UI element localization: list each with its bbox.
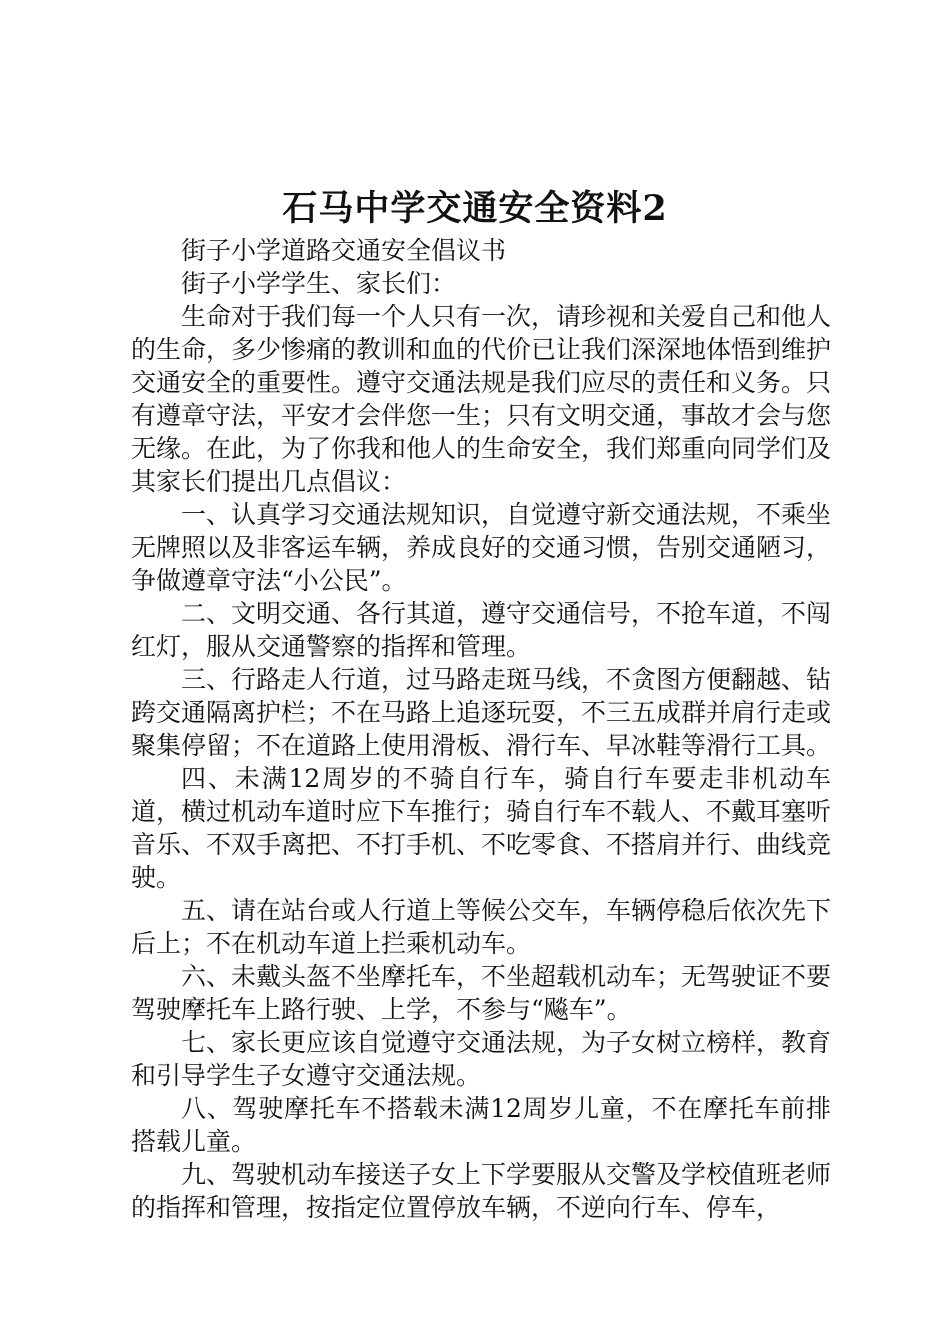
- proposal-item-6: 六、未戴头盔不坐摩托车，不坐超载机动车；无驾驶证不要驾驶摩托车上路行驶、上学，不参与“飚车”。: [131, 962, 832, 1024]
- proposal-item-2: 二、文明交通、各行其道，遵守交通信号，不抢车道，不闯红灯，服从交通警察的指挥和管理。: [131, 599, 832, 661]
- intro-paragraph: 生命对于我们每一个人只有一次，请珍视和关爱自己和他人的生命，多少惨痛的教训和血的代价已让我们深深地体悟到维护交通安全的重要性。遵守交通法规是我们应尽的责任和义务。只有遵章守法，平安才会伴您一生；只有文明交通，事故才会与您无缘。在此，为了你我和他人的生命安全，我们郑重向同学们及其家长们提出几点倡议：: [131, 302, 832, 496]
- proposal-item-9: 九、驾驶机动车接送子女上下学要服从交警及学校值班老师的指挥和管理，按指定位置停放车辆，不逆向行车、停车，: [131, 1160, 832, 1222]
- proposal-item-4: 四、未满12周岁的不骑自行车，骑自行车要走非机动车道，横过机动车道时应下车推行；骑自行车不载人、不戴耳塞听音乐、不双手离把、不打手机、不吃零食、不搭肩并行、曲线竞驶。: [131, 764, 832, 892]
- document-title: 石马中学交通安全资料2: [282, 188, 668, 229]
- proposal-item-7: 七、家长更应该自觉遵守交通法规，为子女树立榜样，教育和引导学生子女遵守交通法规。: [131, 1028, 832, 1090]
- proposal-item-1: 一、认真学习交通法规知识，自觉遵守新交通法规，不乘坐无牌照以及非客运车辆，养成良好的交通习惯，告别交通陋习，争做遵章守法“小公民”。: [131, 500, 832, 595]
- proposal-heading: 街子小学道路交通安全倡议书: [181, 236, 507, 265]
- document-body: [131, 234, 831, 1224]
- proposal-item-8: 八、驾驶摩托车不搭载未满12周岁儿童，不在摩托车前排搭载儿童。: [131, 1094, 831, 1156]
- proposal-item-5: 五、请在站台或人行道上等候公交车，车辆停稳后依次先下后上；不在机动车道上拦乘机动车。: [131, 896, 832, 958]
- proposal-item-3: 三、行路走人行道，过马路走斑马线，不贪图方便翻越、钻跨交通隔离护栏；不在马路上追逐玩耍，不三五成群并肩行走或聚集停留；不在道路上使用滑板、滑行车、早冰鞋等滑行工具。: [131, 665, 832, 760]
- salutation: 街子小学学生、家长们：: [181, 269, 457, 298]
